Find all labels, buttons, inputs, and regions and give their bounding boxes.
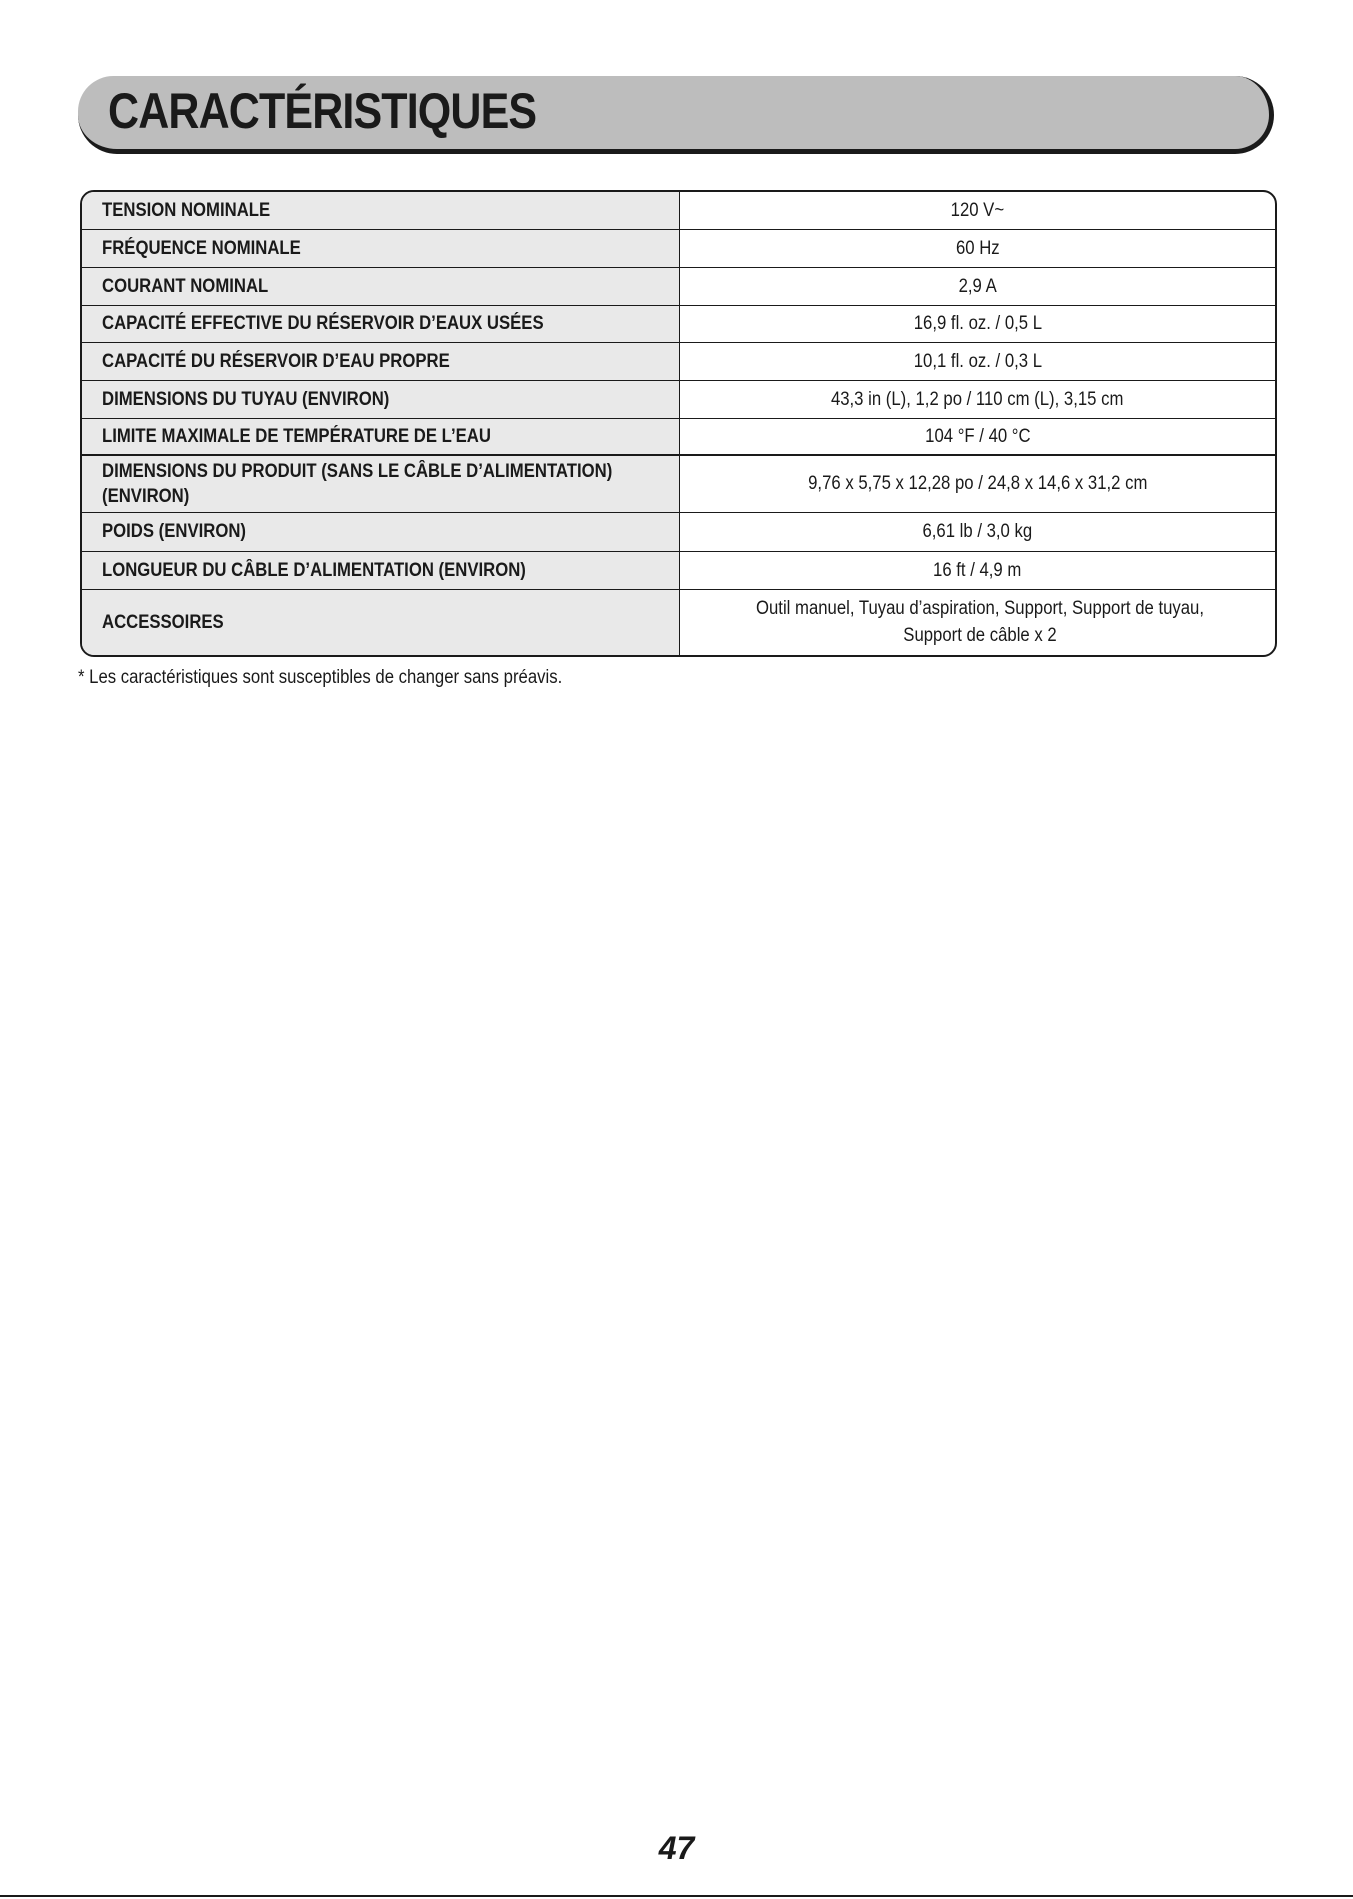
spec-value-cell bbox=[680, 192, 1276, 229]
spec-label-cell bbox=[82, 512, 680, 551]
spec-label: LIMITE MAXIMALE DE TEMPÉRATURE DE L’EAU bbox=[102, 425, 491, 447]
table-row bbox=[82, 512, 1275, 551]
spec-table bbox=[82, 192, 1275, 655]
spec-value: 6,61 lb / 3,0 kg bbox=[922, 521, 1033, 542]
spec-label-cell bbox=[82, 342, 680, 380]
spec-value-cell bbox=[680, 267, 1276, 305]
spec-value: 16,9 fl. oz. / 0,5 L bbox=[913, 313, 1042, 334]
spec-value-cell bbox=[680, 229, 1276, 267]
spec-label-cell bbox=[82, 380, 680, 418]
section-header-band bbox=[78, 76, 1274, 154]
table-row bbox=[82, 192, 1275, 229]
spec-value-cell bbox=[680, 551, 1276, 589]
table-row bbox=[82, 267, 1275, 305]
table-row bbox=[82, 551, 1275, 589]
bottom-rule bbox=[0, 1895, 1353, 1897]
spec-label: TENSION NOMINALE bbox=[102, 199, 271, 221]
spec-value-cell bbox=[680, 305, 1276, 342]
table-row bbox=[82, 589, 1275, 655]
table-row bbox=[82, 342, 1275, 380]
table-row bbox=[82, 418, 1275, 455]
spec-label: COURANT NOMINAL bbox=[102, 275, 269, 297]
spec-value: 60 Hz bbox=[955, 237, 1000, 259]
spec-table-frame bbox=[80, 190, 1277, 657]
spec-value: 10,1 fl. oz. / 0,3 L bbox=[913, 350, 1042, 372]
spec-label-cell bbox=[82, 551, 680, 589]
spec-value: 104 °F / 40 °C bbox=[924, 425, 1031, 447]
spec-value-cell bbox=[680, 342, 1276, 380]
spec-value: 16 ft / 4,9 m bbox=[933, 559, 1022, 581]
spec-label-cell bbox=[82, 305, 680, 342]
spec-value: 9,76 x 5,75 x 12,28 po / 24,8 x 14,6 x 31,2 cm bbox=[807, 473, 1148, 495]
page-title: CARACTÉRISTIQUES bbox=[108, 83, 537, 139]
table-row bbox=[82, 229, 1275, 267]
spec-label-cell bbox=[82, 192, 680, 229]
page-number: 47 bbox=[658, 1830, 695, 1866]
spec-label: CAPACITÉ DU RÉSERVOIR D’EAU PROPRE bbox=[102, 350, 450, 372]
spec-label: LONGUEUR DU CÂBLE D’ALIMENTATION (ENVIRON) bbox=[102, 559, 526, 581]
spec-value: Outil manuel, Tuyau d’aspiration, Support, Support de tuyau, Support de câble x 2 bbox=[755, 598, 1205, 647]
spec-label: DIMENSIONS DU TUYAU (ENVIRON) bbox=[102, 388, 390, 410]
spec-label: FRÉQUENCE NOMINALE bbox=[102, 237, 301, 259]
spec-value: 43,3 in (L), 1,2 po / 110 cm (L), 3,15 cm bbox=[831, 388, 1124, 410]
table-row bbox=[82, 455, 1275, 512]
spec-label-cell bbox=[82, 229, 680, 267]
spec-value-cell bbox=[680, 418, 1276, 455]
spec-label: DIMENSIONS DU PRODUIT (SANS LE CÂBLE D’ALIMENTATION) (ENVIRON) bbox=[102, 460, 613, 507]
spec-value-cell bbox=[680, 380, 1276, 418]
spec-value-cell bbox=[680, 455, 1276, 512]
spec-label: POIDS (ENVIRON) bbox=[102, 521, 246, 542]
spec-label-cell bbox=[82, 267, 680, 305]
spec-label-cell bbox=[82, 589, 680, 655]
spec-label-cell bbox=[82, 455, 680, 512]
table-row bbox=[82, 305, 1275, 342]
footnote: * Les caractéristiques sont susceptibles de changer sans préavis. bbox=[78, 667, 563, 688]
spec-label-cell bbox=[82, 418, 680, 455]
spec-value: 120 V~ bbox=[950, 199, 1005, 221]
spec-label: ACCESSOIRES bbox=[102, 611, 224, 633]
spec-label: CAPACITÉ EFFECTIVE DU RÉSERVOIR D’EAUX USÉES bbox=[102, 313, 544, 334]
spec-value-cell bbox=[680, 589, 1276, 655]
spec-value: 2,9 A bbox=[958, 275, 997, 297]
spec-value-cell bbox=[680, 512, 1276, 551]
table-row bbox=[82, 380, 1275, 418]
